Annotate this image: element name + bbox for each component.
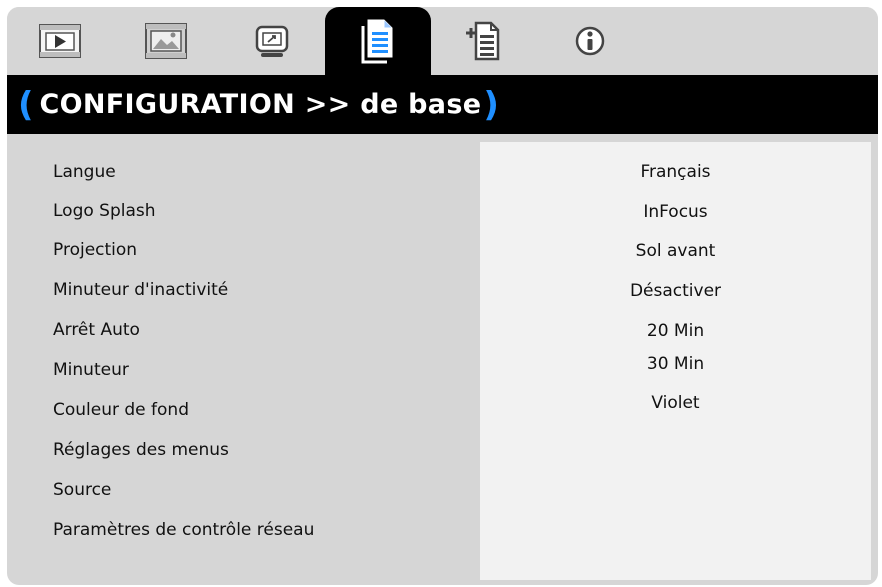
tab-advanced[interactable] [431, 7, 537, 75]
image-play-icon [38, 21, 82, 61]
value-projection[interactable]: Sol avant [635, 241, 716, 261]
menu-item-arret-auto[interactable]: Arrêt Auto [53, 320, 140, 340]
page-title: CONFIGURATION >> de base [39, 89, 482, 120]
tab-image[interactable] [7, 7, 113, 75]
menu-item-minuteur-inactivite[interactable]: Minuteur d'inactivité [53, 280, 229, 300]
osd-menu [7, 7, 878, 585]
menu-item-parametres-reseau[interactable]: Paramètres de contrôle réseau [53, 520, 315, 540]
values-panel [480, 142, 871, 580]
header-open-paren: ( [18, 84, 34, 125]
menu-item-reglages-des-menus[interactable]: Réglages des menus [53, 440, 229, 460]
menu-item-source[interactable]: Source [53, 480, 112, 500]
menu-item-projection[interactable]: Projection [53, 240, 138, 260]
config-document-icon [356, 17, 400, 65]
tab-display[interactable] [113, 7, 219, 75]
value-minuteur-inactivite[interactable]: Désactiver [629, 281, 722, 301]
value-logo-splash[interactable]: InFocus [643, 202, 708, 222]
picture-display-icon [144, 21, 188, 61]
value-langue[interactable]: Français [640, 162, 711, 182]
menu-content [7, 134, 878, 585]
tab-bar [7, 7, 878, 75]
menu-item-logo-splash[interactable]: Logo Splash [53, 201, 156, 221]
menu-item-langue[interactable]: Langue [53, 162, 116, 182]
value-couleur-de-fond[interactable]: Violet [651, 393, 700, 413]
advanced-document-icon [462, 19, 506, 63]
screen-settings-icon [250, 21, 294, 61]
menu-labels [7, 134, 480, 585]
info-icon [570, 21, 610, 61]
header-close-paren: ) [483, 84, 499, 125]
value-arret-auto[interactable]: 20 Min [646, 321, 705, 341]
tab-configuration[interactable] [325, 7, 431, 75]
menu-header [7, 75, 878, 134]
tab-screen[interactable] [219, 7, 325, 75]
value-minuteur[interactable]: 30 Min [646, 354, 705, 374]
tab-info[interactable] [537, 7, 643, 75]
menu-item-couleur-de-fond[interactable]: Couleur de fond [53, 400, 189, 420]
menu-item-minuteur[interactable]: Minuteur [53, 360, 129, 380]
